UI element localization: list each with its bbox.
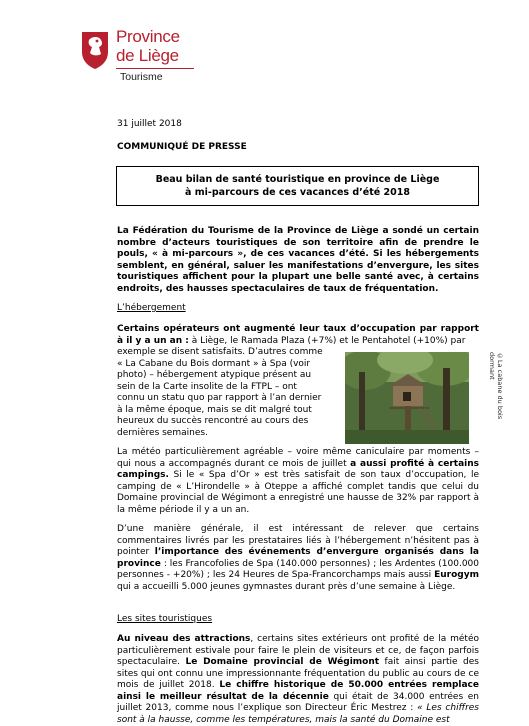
- hebergement-lead-rest: à Liège, le Ramada Plaza (+7%) et le Pentahotel (+10%) par: [188, 335, 466, 346]
- hebergement-paragraph-2: [117, 447, 479, 516]
- sites-text-d: fait ainsi partie des sites qui ont connu une impressionnante fréquentation du public au cours de ce mois de juillet 2018.: [117, 657, 479, 690]
- press-date: 31 juillet 2018: [117, 119, 182, 129]
- hebergement-paragraph-1-lead: [117, 324, 479, 347]
- sites-text-e: Le chiffre historique de 50.000 entrées remplace ainsi le meilleur résultat de la décennie: [117, 680, 479, 702]
- p3-text-e: qui a accueilli 5.000 jeunes gymnastes durant près d’une semaine à Liège.: [117, 581, 456, 592]
- press-title-box: [116, 166, 479, 206]
- logo-province-text: Province: [116, 27, 180, 46]
- hebergement-paragraph-1-wrap: [117, 347, 339, 439]
- wrap-line: « La Cabane du Bois dormant » à Spa (voir: [117, 358, 311, 369]
- p3-text-a: D’une manière générale, il est intéressant de relever que certains commentaires livrés par les prestataires liés à l’hébergement n’hésitent pas à pointer: [117, 524, 479, 557]
- sites-text-b: , certains sites extérieurs ont profité de la météo particulièrement estivale pour faire le plein de visiteurs et ce, de façon parfois spectaculaire.: [117, 634, 479, 667]
- wrap-line: dernières semaines.: [117, 427, 208, 438]
- title-line-2: à mi-parcours de ces vacances d’été 2018: [185, 187, 410, 198]
- intro-text: La Fédération du Tourisme de la Province de Liège a sondé un certain nombre d’acteurs touristiques de son territoire afin de prendre le pouls, « à mi-parcours », de ces vacances d’été. Si les hébergements semblent, en général, saluer les manifestations d’envergure, les sites touristiques affichent pour la plupart une belle santé avec, à certains endroits, des hausses spectaculaires de taux de fréquentation.: [117, 226, 479, 294]
- sites-text-g: « Les chiffres sont à la hausse, comme les températures, mais la santé du Domaine est: [117, 703, 479, 725]
- treehouse-photo: [345, 352, 469, 444]
- document-type: COMMUNIQUÉ DE PRESSE: [117, 142, 247, 152]
- sites-text-c: Le Domaine provincial de Wégimont: [185, 657, 380, 667]
- p3-text-d: Eurogym: [434, 570, 479, 580]
- p2-text-c: Si le « Spa d’Or » est très satisfait de son taux d’occupation, le camping de « L’Hirondelle » à Oteppe a affiché complet tandis que celui du Domaine provincial de Wégimont a enregistré une hausse de 32% par rapport à la même période il y a un an.: [117, 470, 479, 515]
- p3-text-c: : les Francofolies de Spa (140.000 personnes) ; les Ardentes (100.000 personnes - +20%) ; les 24 Heures de Spa-Francorchamps mais aussi: [117, 558, 479, 580]
- section-heading-hebergement: L’hébergement: [117, 303, 186, 313]
- photo-caption: ©La cabane du bois dormant: [488, 352, 504, 420]
- p2-text-b: a aussi profité à certains campings.: [117, 458, 479, 480]
- wrap-line: photo) – hébergement atypique présent au: [117, 370, 312, 380]
- wrap-line: connu un statu quo par rapport à l’an dernier: [117, 393, 322, 403]
- section-heading-sites: Les sites touristiques: [117, 614, 213, 624]
- title-line-1: Beau bilan de santé touristique en province de Liège: [155, 174, 440, 185]
- intro-paragraph: [117, 226, 479, 295]
- p3-text-b: l’importance des événements d’envergure organisés dans la province: [117, 547, 479, 569]
- logo-divider: [116, 68, 194, 69]
- hebergement-lead-bold: Certains opérateurs ont augmenté leur taux d’occupation par rapport à il y a un an :: [117, 324, 479, 346]
- wrap-line: sein de la Carte insolite de la FTPL – ont: [117, 381, 297, 392]
- lion-emblem-icon: [78, 30, 112, 70]
- sites-text-a: Au niveau des attractions: [117, 634, 251, 644]
- logo-tourisme-text: Tourisme: [120, 71, 163, 83]
- hebergement-paragraph-3: [117, 524, 479, 593]
- sites-text-f: qui était de 34.000 entrées en juillet 2013, comme nous l’explique son Directeur Éric Mestrez :: [117, 691, 479, 713]
- wrap-line: à la même époque, mais se dit malgré tout: [117, 404, 312, 415]
- sites-paragraph-1: [117, 634, 479, 726]
- p2-text-a: La météo particulièrement agréable – voire même caniculaire par moments – qui nous a accompagnés durant ce mois de juillet: [117, 447, 479, 469]
- wrap-line: exemple se disent satisfaits. D’autres comme: [117, 347, 323, 357]
- logo-liege-text: de Liège: [116, 46, 179, 65]
- wrap-line: heureux du succès rencontré au cours des: [117, 416, 309, 426]
- province-de-liege-logo: [78, 26, 198, 88]
